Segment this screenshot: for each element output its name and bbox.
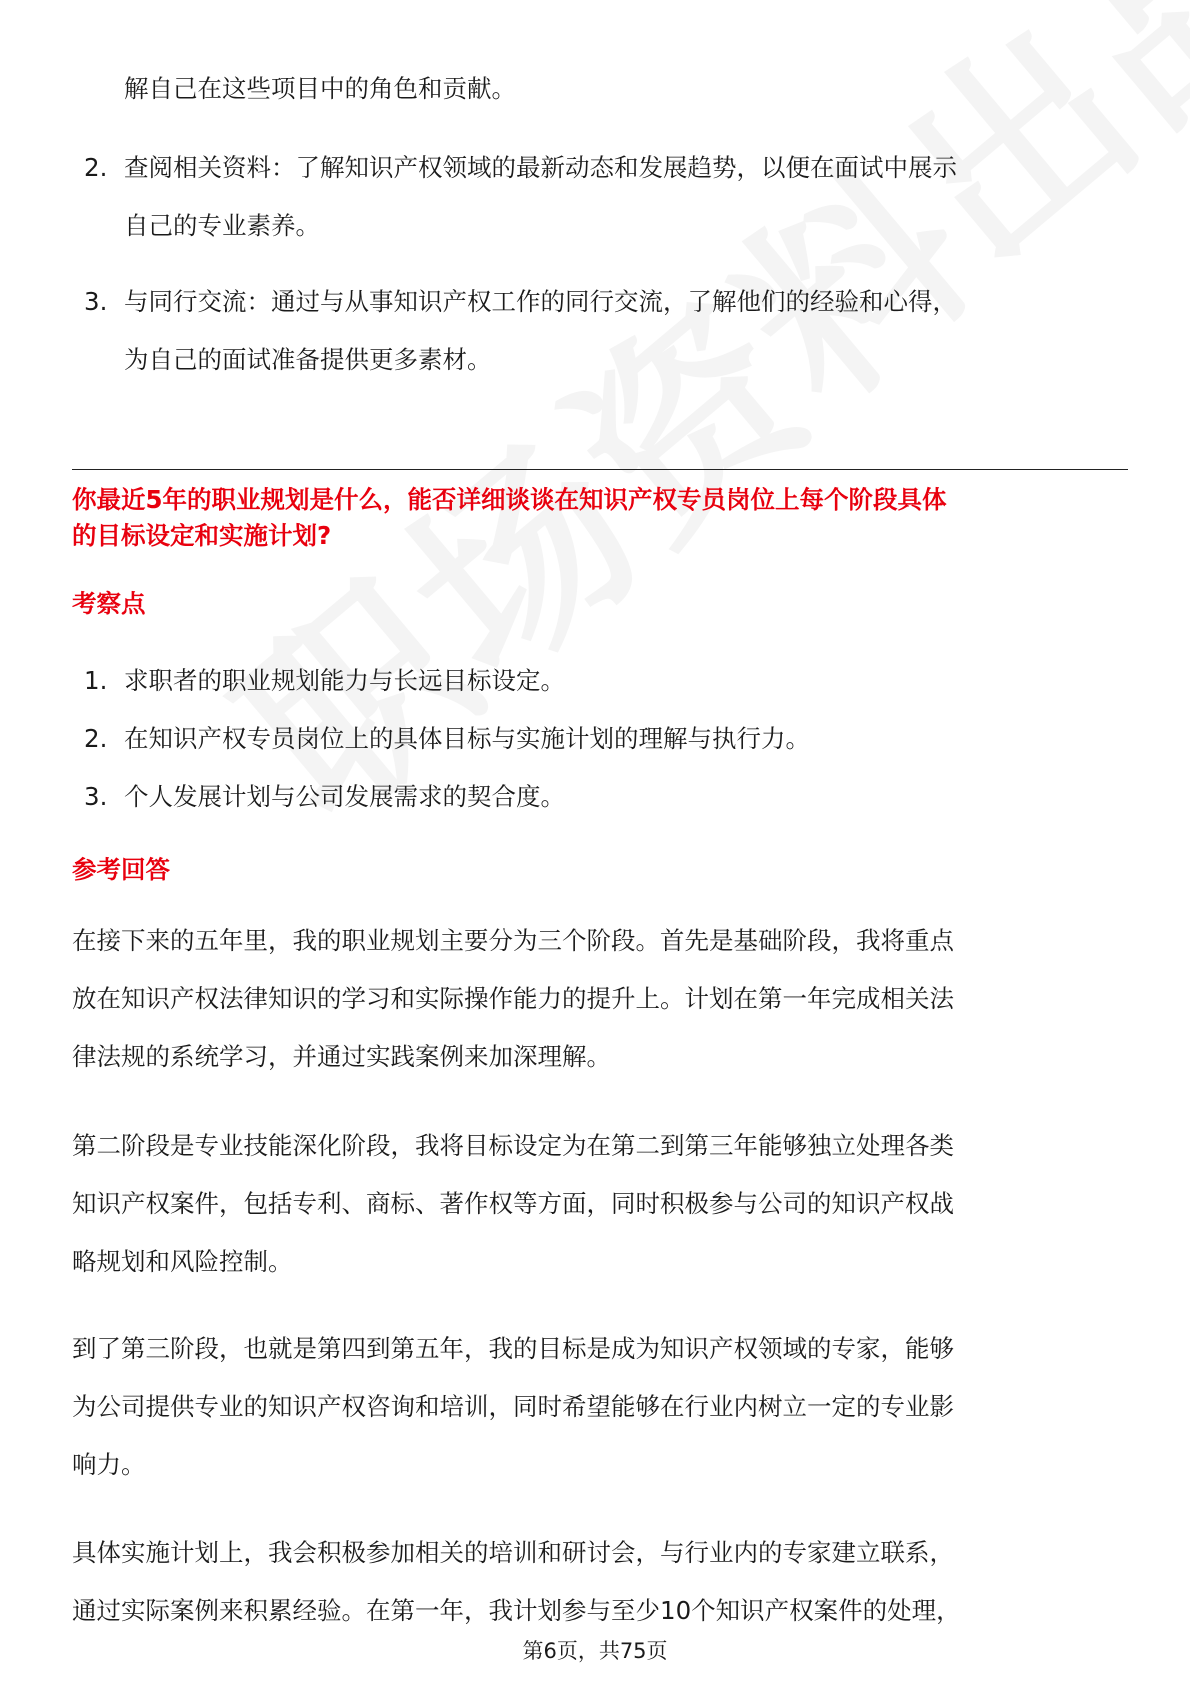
- section-divider: [72, 469, 1128, 470]
- answer-paragraph: [72, 1524, 1127, 1640]
- paragraph-line: 在接下来的五年里，我的职业规划主要分为三个阶段。首先是基础阶段，我将重点: [72, 926, 954, 955]
- question-line: 的目标设定和实施计划?: [72, 521, 332, 550]
- list-item-text: 为自己的面试准备提供更多素材。: [124, 345, 492, 374]
- paragraph-line: 知识产权案件，包括专利、商标、著作权等方面，同时积极参与公司的知识产权战: [72, 1189, 954, 1218]
- list-item-number: 3.: [84, 287, 108, 316]
- answer-paragraph: [72, 912, 1127, 1086]
- question-line: 你最近5年的职业规划是什么，能否详细谈谈在知识产权专员岗位上每个阶段具体: [72, 485, 947, 514]
- list-item-number: 2.: [84, 153, 108, 182]
- paragraph-line: 响力。: [72, 1450, 146, 1479]
- page-number: 第6页，共75页: [522, 1639, 668, 1663]
- considerations-heading: 考察点: [72, 589, 146, 618]
- interview-question: [72, 482, 1122, 554]
- list-item-text: 求职者的职业规划能力与长远目标设定。: [124, 666, 565, 695]
- answer-paragraph: [72, 1117, 1127, 1291]
- paragraph-line: 具体实施计划上，我会积极参加相关的培训和研讨会，与行业内的专家建立联系，: [72, 1538, 954, 1567]
- list-item-continuation: 解自己在这些项目中的角色和贡献。: [124, 74, 516, 103]
- list-item-text: 查阅相关资料：了解知识产权领域的最新动态和发展趋势，以便在面试中展示: [124, 153, 957, 182]
- list-item-text: 自己的专业素养。: [124, 211, 320, 240]
- list-item-number: 2.: [84, 724, 108, 753]
- paragraph-line: 到了第三阶段，也就是第四到第五年，我的目标是成为知识产权领域的专家，能够: [72, 1334, 954, 1363]
- paragraph-line: 第二阶段是专业技能深化阶段，我将目标设定为在第二到第三年能够独立处理各类: [72, 1131, 954, 1160]
- answer-heading: 参考回答: [72, 855, 170, 884]
- list-item-number: 1.: [84, 666, 108, 695]
- answer-paragraph: [72, 1320, 1127, 1494]
- list-item: [84, 710, 1124, 768]
- list-item: [84, 273, 1124, 389]
- paragraph-line: 放在知识产权法律知识的学习和实际操作能力的提升上。计划在第一年完成相关法: [72, 984, 954, 1013]
- paragraph-line: 律法规的系统学习，并通过实践案例来加深理解。: [72, 1042, 611, 1071]
- paragraph-line: 为公司提供专业的知识产权咨询和培训，同时希望能够在行业内树立一定的专业影: [72, 1392, 954, 1421]
- list-item-text: 与同行交流：通过与从事知识产权工作的同行交流，了解他们的经验和心得，: [124, 287, 957, 316]
- paragraph-line: 通过实际案例来积累经验。在第一年，我计划参与至少10个知识产权案件的处理，: [72, 1596, 961, 1625]
- list-item-text: 在知识产权专员岗位上的具体目标与实施计划的理解与执行力。: [124, 724, 810, 753]
- paragraph-line: 略规划和风险控制。: [72, 1247, 293, 1276]
- list-item-text: 个人发展计划与公司发展需求的契合度。: [124, 782, 565, 811]
- list-item-number: 3.: [84, 782, 108, 811]
- list-item: [84, 139, 1124, 255]
- list-item: [84, 768, 1124, 826]
- list-item: [84, 652, 1124, 710]
